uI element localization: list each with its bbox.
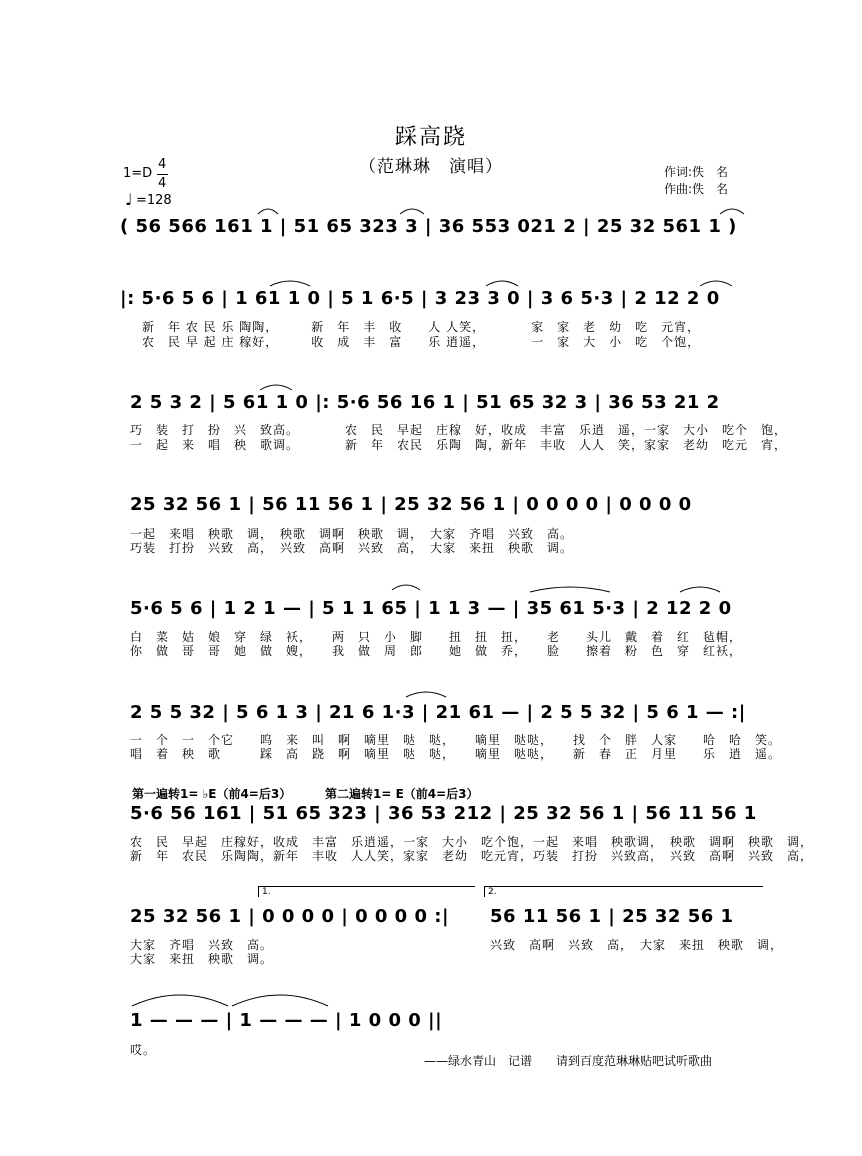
- notation-line-ending-1: 25 32 56 1 | 0 0 0 0 | 0 0 0 0 :|: [130, 906, 450, 927]
- lyric-line: 唱 着 秧 歌 踩 高 跷 啊 嘀里 哒 哒， 嘀里 哒哒， 新 春 正 月里 乐 逍 遥。: [130, 747, 782, 761]
- notation-line-chorus-a: 25 32 56 1 | 56 11 56 1 | 25 32 56 1 | 0 0 0 0 | 0 0 0 0: [130, 494, 692, 515]
- lyric-line: 农 民 早起 庄稼好，收成 丰富 乐逍遥，一家 大小 吃个饱，一起 来唱 秧歌调， 秧歌 调啊 秧歌 调，: [130, 835, 814, 849]
- notation-line-intro: ( 56 566 161 1 | 51 65 323 3 | 36 553 021 2 | 25 32 561 1 ): [120, 216, 737, 237]
- notation-line-chorus-b: 5·6 56 161 | 51 65 323 | 36 53 212 | 25 32 56 1 | 56 11 56 1: [130, 803, 757, 824]
- transcriber-credit: ——绿水青山 记谱: [424, 1054, 533, 1068]
- notation-line-final: 1 — — — | 1 — — — | 1 0 0 0 ||: [130, 1010, 443, 1031]
- lyric-line: 兴致 高啊 兴致 高， 大家 来扭 秧歌 调，: [490, 938, 784, 952]
- composer: 作曲:佚 名: [664, 182, 729, 196]
- lyric-line: 巧装 打扮 兴致 高， 兴致 高啊 兴致 高， 大家 来扭 秧歌 调。: [130, 541, 574, 555]
- lyric-line: 大家 来扭 秧歌 调。: [130, 952, 274, 966]
- lyric-line: 大家 齐唱 兴致 高。: [130, 938, 274, 952]
- notation-line-verse-b: 2 5 3 2 | 5 61 1 0 |: 5·6 56 16 1 | 51 65 32 3 | 36 53 21 2: [130, 392, 720, 413]
- lyric-line: 白 菜 姑 娘 穿 绿 袄， 两 只 小 脚 扭 扭 扭， 老 头儿 戴 着 红 毡帽，: [130, 630, 743, 644]
- lyric-line: 巧 装 打 扮 兴 致高。 农 民 早起 庄稼 好，收成 丰富 乐逍 遥，一家 大小 吃个 饱，: [130, 423, 788, 437]
- lyric-line: 一起 来唱 秧歌 调， 秧歌 调啊 秧歌 调， 大家 齐唱 兴致 高。: [130, 527, 574, 541]
- key-change-first-pass: 第一遍转1= ♭E（前4=后3）: [132, 787, 292, 801]
- quarter-note-icon: ♩: [125, 190, 133, 209]
- key-change-second-pass: 第二遍转1= E（前4=后3）: [325, 787, 479, 801]
- second-ending-number: 2.: [488, 887, 497, 897]
- tempo-marking: =128: [136, 193, 172, 208]
- lyric-line: 哎。: [130, 1043, 157, 1057]
- time-signature-top: 4: [158, 157, 167, 172]
- lyric-line: 农 民 早 起 庄 稼好， 收 成 丰 富 乐 逍遥， 一 家 大 小 吃 个饱，: [142, 335, 701, 349]
- notation-line-ending-2: 56 11 56 1 | 25 32 56 1: [490, 906, 734, 927]
- first-ending-number: 1.: [262, 887, 271, 897]
- lyric-line: 你 做 哥 哥 她 做 嫂， 我 做 周 郎 她 做 乔， 脸 擦着 粉 色 穿 红袄，: [130, 644, 743, 658]
- notation-line-verse-a: |: 5·6 5 6 | 1 61 1 0 | 5 1 6·5 | 3 23 3 0 | 3 6 5·3 | 2 12 2 0: [120, 288, 720, 309]
- lyric-line: 新 年 农民 乐陶陶，新年 丰收 人人笑，家家 老幼 吃元宵，巧装 打扮 兴致高， 兴致 高啊 兴致 高，: [130, 849, 814, 863]
- lyric-line: 新 年 农 民 乐 陶陶， 新 年 丰 收 人 人笑， 家 家 老 幼 吃 元宵，: [142, 320, 701, 334]
- time-signature-bottom: 4: [158, 176, 167, 191]
- lyric-line: 一 起 来 唱 秧 歌调。 新 年 农民 乐陶 陶，新年 丰收 人人 笑，家家 老幼 吃元 宵，: [130, 438, 788, 452]
- song-subtitle: （范琳琳 演唱）: [359, 157, 503, 177]
- lyric-line: 一 个 一 个它 呜 来 叫 啊 嘀里 哒 哒， 嘀里 哒哒， 找 个 胖 人家 哈 哈 笑。: [130, 733, 782, 747]
- notation-line-bridge-b: 2 5 5 32 | 5 6 1 3 | 21 6 1·3 | 21 61 — | 2 5 5 32 | 5 6 1 — :|: [130, 702, 746, 723]
- song-title: 踩高跷: [394, 125, 467, 150]
- key-signature: 1=D: [123, 166, 153, 181]
- lyricist: 作词:佚 名: [664, 165, 729, 179]
- listening-note: 请到百度范琳琳贴吧试听歌曲: [556, 1054, 713, 1068]
- notation-line-bridge-a: 5·6 5 6 | 1 2 1 — | 5 1 1 65 | 1 1 3 — | 35 61 5·3 | 2 12 2 0: [130, 598, 732, 619]
